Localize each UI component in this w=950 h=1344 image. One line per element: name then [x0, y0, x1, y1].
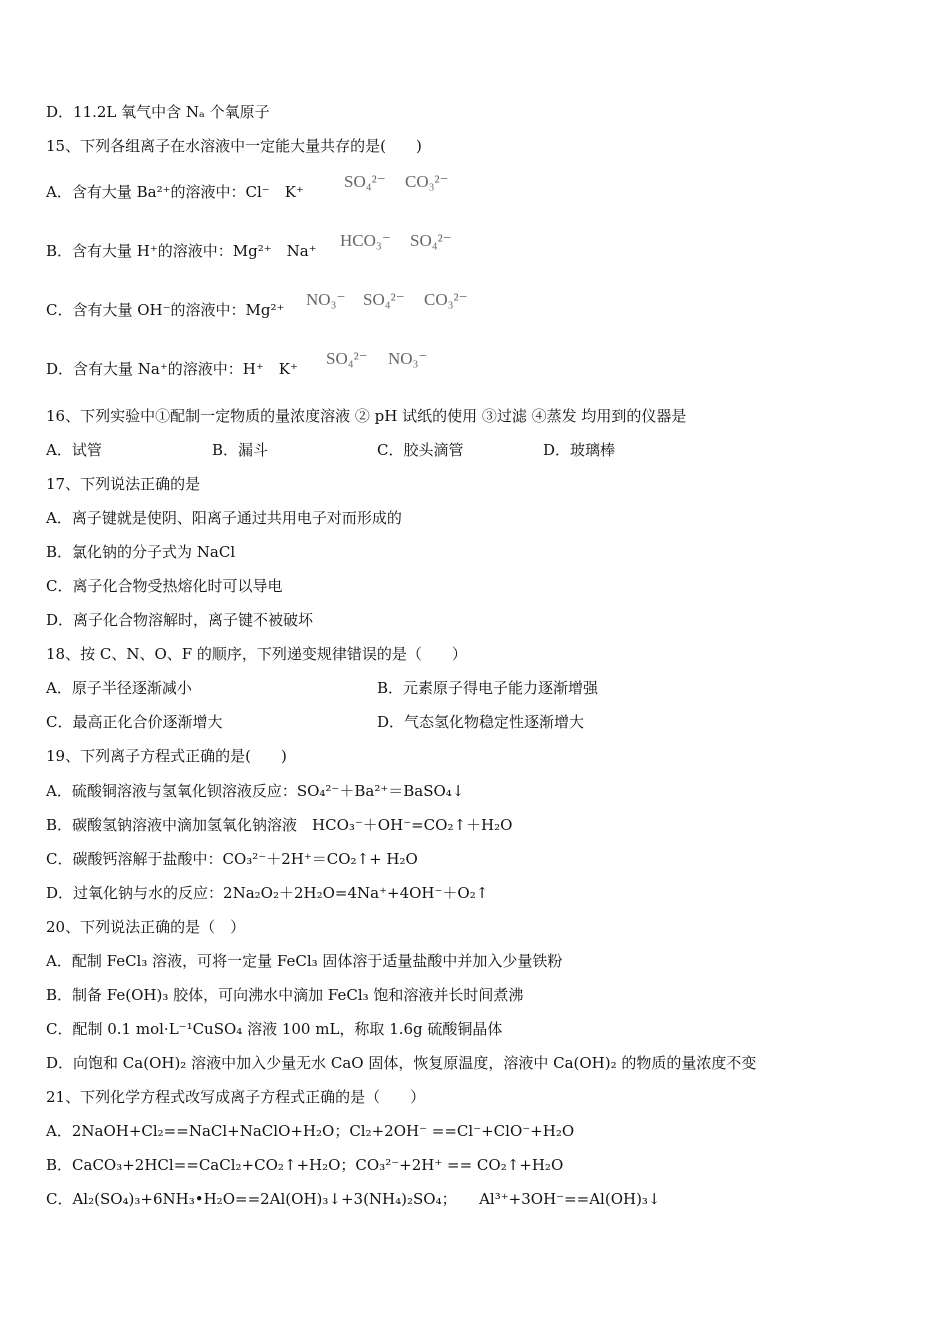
- q15-option-b: B．含有大量 H⁺的溶液中：Mg²⁺ Na⁺: [46, 242, 317, 260]
- q17-option-d: D．离子化合物溶解时，离子键不被破坏: [46, 611, 314, 629]
- q18-option-b: B．元素原子得电子能力逐渐增强: [377, 679, 599, 697]
- q15-option-c: C．含有大量 OH⁻的溶液中：Mg²⁺: [46, 301, 285, 319]
- q16-option-a: A．试管: [46, 441, 102, 459]
- q20-option-d: D．向饱和 Ca(OH)₂ 溶液中加入少量无水 CaO 固体，恢复原温度，溶液中 Ca(OH)₂ 的物质的量浓度不变: [46, 1054, 757, 1072]
- q17-stem: 17、下列说法正确的是: [46, 475, 201, 493]
- q17-option-a: A．离子键就是使阴、阳离子通过共用电子对而形成的: [46, 509, 402, 527]
- q20-option-a: A．配制 FeCl₃ 溶液，可将一定量 FeCl₃ 固体溶于适量盐酸中并加入少量铁粉: [46, 952, 563, 970]
- q15-option-a: A．含有大量 Ba²⁺的溶液中：Cl⁻ K⁺: [46, 183, 304, 201]
- q20-option-b: B．制备 Fe(OH)₃ 胶体，可向沸水中滴加 FeCl₃ 饱和溶液并长时间煮沸: [46, 986, 524, 1004]
- q19-option-b: B．碳酸氢钠溶液中滴加氢氧化钠溶液 HCO₃⁻＋OH⁻=CO₂↑＋H₂O: [46, 816, 513, 834]
- q15-b-ion-1: HCO₃⁻: [340, 231, 391, 250]
- q21-option-b: B．CaCO₃+2HCl==CaCl₂+CO₂↑+H₂O；CO₃²⁻+2H⁺ == CO₂↑+H₂O: [46, 1156, 564, 1174]
- q20-stem: 20、下列说法正确的是（ ）: [46, 918, 246, 936]
- q19-option-c: C．碳酸钙溶解于盐酸中：CO₃²⁻＋2H⁺＝CO₂↑+ H₂O: [46, 850, 418, 868]
- q19-option-a: A．硫酸铜溶液与氢氧化钡溶液反应：SO₄²⁻＋Ba²⁺＝BaSO₄↓: [46, 782, 465, 800]
- q15-b-ion-2: SO₄²⁻: [410, 231, 452, 250]
- q15-option-d: D．含有大量 Na⁺的溶液中：H⁺ K⁺: [46, 360, 298, 378]
- q18-option-a: A．原子半径逐渐减小: [46, 679, 192, 697]
- q17-option-b: B．氯化钠的分子式为 NaCl: [46, 543, 236, 561]
- q21-option-a: A．2NaOH+Cl₂==NaCl+NaClO+H₂O；Cl₂+2OH⁻ ==Cl⁻+ClO⁻+H₂O: [46, 1122, 575, 1140]
- q16-option-d: D．玻璃棒: [543, 441, 616, 459]
- q15-a-ion-2: CO₃²⁻: [405, 172, 449, 191]
- q21-option-c: C．Al₂(SO₄)₃+6NH₃•H₂O==2Al(OH)₃↓+3(NH₄)₂SO₄； Al³⁺+3OH⁻==Al(OH)₃↓: [46, 1190, 661, 1208]
- q16-stem: 16、下列实验中①配制一定物质的量浓度溶液 ② pH 试纸的使用 ③过滤 ④蒸发 均用到的仪器是: [46, 407, 687, 425]
- q15-c-ion-2: SO₄²⁻: [363, 290, 405, 309]
- q17-option-c: C．离子化合物受热熔化时可以导电: [46, 577, 283, 595]
- q15-a-ion-1: SO₄²⁻: [344, 172, 386, 191]
- q21-stem: 21、下列化学方程式改写成离子方程式正确的是（ ）: [46, 1088, 426, 1106]
- q15-c-ion-3: CO₃²⁻: [424, 290, 468, 309]
- q20-option-c: C．配制 0.1 mol·L⁻¹CuSO₄ 溶液 100 mL，称取 1.6g 硫酸铜晶体: [46, 1020, 503, 1038]
- q18-stem: 18、按 C、N、O、F 的顺序，下列递变规律错误的是（ ）: [46, 645, 467, 663]
- q19-option-d: D．过氧化钠与水的反应：2Na₂O₂＋2H₂O=4Na⁺+4OH⁻＋O₂↑: [46, 884, 489, 902]
- q15-d-ion-1: SO₄²⁻: [326, 349, 368, 368]
- q15-c-ion-1: NO₃⁻: [306, 290, 346, 309]
- q15-stem: 15、下列各组离子在水溶液中一定能大量共存的是( ): [46, 137, 422, 155]
- q14-option-d: D．11.2L 氧气中含 Nₐ 个氧原子: [46, 103, 270, 121]
- q19-stem: 19、下列离子方程式正确的是( ): [46, 747, 287, 765]
- q18-option-c: C．最高正化合价逐渐增大: [46, 713, 223, 731]
- q15-d-ion-2: NO₃⁻: [388, 349, 428, 368]
- q16-option-c: C．胶头滴管: [377, 441, 464, 459]
- q18-option-d: D．气态氢化物稳定性逐渐增大: [377, 713, 585, 731]
- q16-option-b: B．漏斗: [212, 441, 269, 459]
